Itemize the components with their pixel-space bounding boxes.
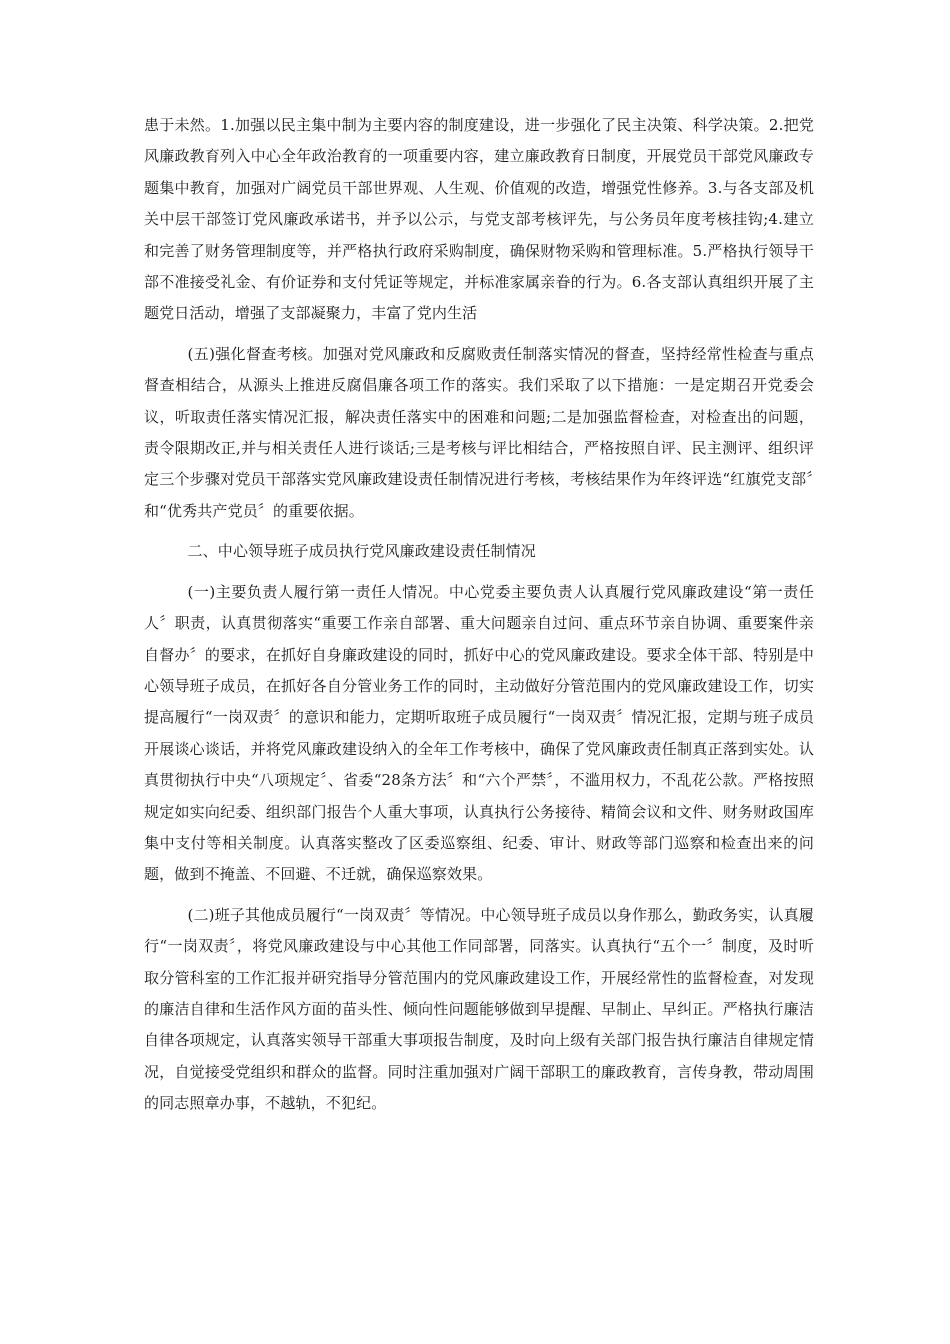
- paragraph-subsection-1: (一)主要负责人履行第一责任人情况。中心党委主要负责人认真履行党风廉政建设“第一责任人〞职责，认真贯彻落实“重要工作亲自部署、重大问题亲自过问、重点环节亲自协调、重要案件亲自督办〞的要求，在抓好自身廉政建设的同时，抓好中心的党风廉政建设。要求全体干部、特别是中心领导班子成员，在抓好各自分管业务工作的同时，主动做好分管范围内的党风廉政建设工作，切实提高履行“一岗双责〞的意识和能力，定期听取班子成员履行“一岗双责〞情况汇报，定期与班子成员开展谈心谈话，并将党风廉政建设纳入的全年工作考核中，确保了党风廉政责任制真正落到实处。认真贯彻执行中央“八项规定〞、省委“28条方法〞和“六个严禁〞，不滥用权力，不乱花公款。严格按照规定如实向纪委、组织部门报告个人重大事项，认真执行公务接待、精简会议和文件、财务财政国库集中支付等相关制度。认真落实整改了区委巡察组、纪委、审计、财政等部门巡察和检查出来的问题，做到不掩盖、不回避、不迁就，确保巡察效果。: [144, 582, 814, 884]
- paragraph-section-5: (五)强化督查考核。加强对党风廉政和反腐败责任制落实情况的督查，坚持经常性检查与重点督查相结合，从源头上推进反腐倡廉各项工作的落实。我们采取了以下措施：一是定期召开党委会议，听取责任落实情况汇报，解决责任落实中的困难和问题;二是加强监督检查，对检查出的问题，责令限期改正,并与相关责任人进行谈话;三是考核与评比相结合，严格按照自评、民主测评、组织评定三个步骤对党员干部落实党风廉政建设责任制情况进行考核，考核结果作为年终评选“红旗党支部〞和“优秀共产党员〞的重要依据。: [144, 344, 814, 520]
- document-body: [144, 110, 814, 1129]
- section-heading-2: 二、中心领导班子成员执行党风廉政建设责任制情况: [187, 542, 536, 561]
- paragraph-subsection-2: (二)班子其他成员履行“一岗双责〞等情况。中心领导班子成员以身作那么，勤政务实，认真履行“一岗双责〞，将党风廉政建设与中心其他工作同部署，同落实。认真执行“五个一〞制度，及时听取分管科室的工作汇报并研究指导分管范围内的党风廉政建设工作，开展经常性的监督检查，对发现的廉洁自律和生活作风方面的苗头性、倾向性问题能够做到早提醒、早制止、早纠正。严格执行廉洁自律各项规定，认真落实领导干部重大事项报告制度，及时向上级有关部门报告执行廉洁自律规定情况，自觉接受党组织和群众的监督。同时注重加强对广阔干部职工的廉政教育，言传身教，带动周围的同志照章办事，不越轨，不犯纪。: [144, 905, 814, 1113]
- paragraph-continued: 患于未然。1.加强以民主集中制为主要内容的制度建设，进一步强化了民主决策、科学决策。2.把党风廉政教育列入中心全年政治教育的一项重要内容，建立廉政教育日制度，开展党员干部党风廉政专题集中教育，加强对广阔党员干部世界观、人生观、价值观的改造，增强党性修养。3.与各支部及机关中层干部签订党风廉政承诺书，并予以公示，与党支部考核评先，与公务员年度考核挂钩;4.建立和完善了财务管理制度等，并严格执行政府采购制度，确保财物采购和管理标准。5.严格执行领导干部不准接受礼金、有价证券和支付凭证等规定，并标准家属亲眷的行为。6.各支部认真组织开展了主题党日活动，增强了支部凝聚力，丰富了党内生活: [144, 116, 814, 323]
